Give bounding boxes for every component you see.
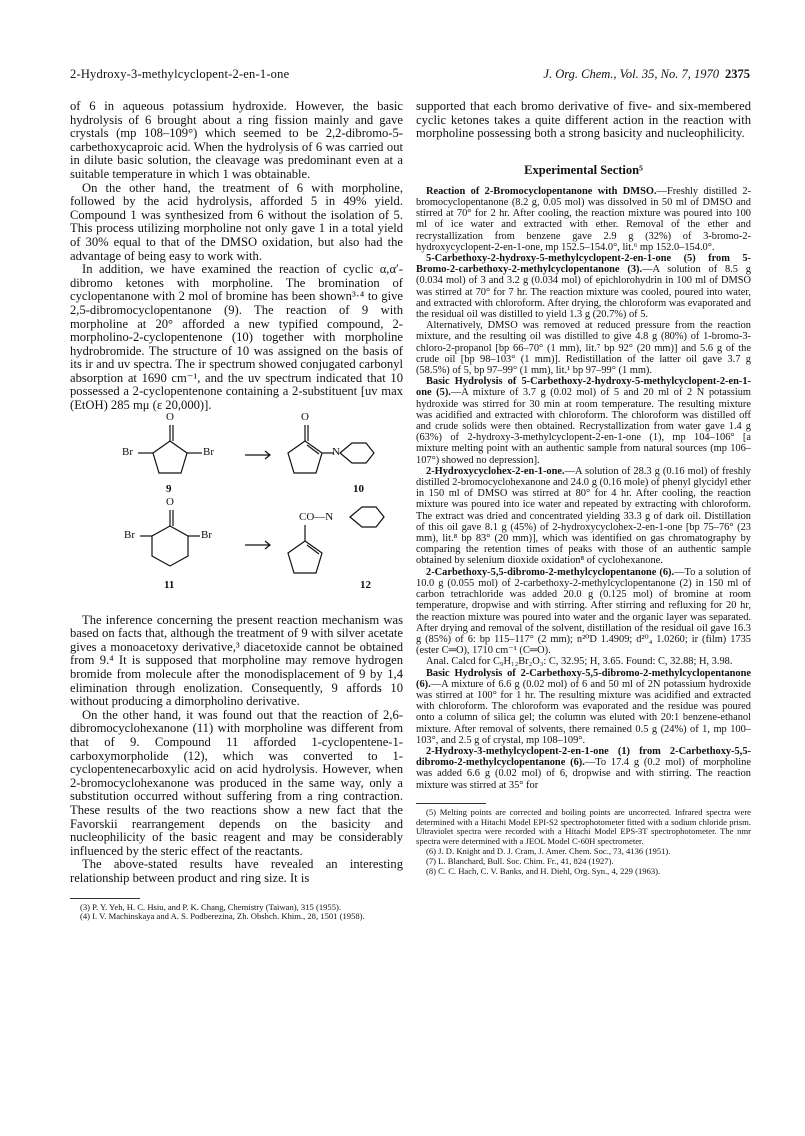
paragraph: of 6 in aqueous potassium hydroxide. However, the basic hydrolysis of 6 brought about a ring fission mainly and gave crystals (mp 108–109°) which seemed to be 2,2-dibromo-5-carbethoxycaproic acid. When the hydrolysis of 6 was carried out in dilute basic solution, the cleavage was predominant even at a suitable temperature in which 1 was obtainable.	[70, 99, 403, 181]
chemical-structures-figure	[70, 421, 403, 606]
morpholine-ring-12	[350, 507, 384, 527]
cyclopentenone-ring-10	[288, 441, 322, 473]
page-number: 2375	[725, 67, 750, 81]
footnote: (4) I. V. Machinskaya and A. S. Podberezina, Zh. Obshch. Khim., 28, 1501 (1958).	[80, 911, 365, 922]
footnote-divider	[416, 803, 486, 804]
footnote: (5) Melting points are corrected and boiling points are uncorrected. Infrared spectra were determined with a Hitachi Model EPI-S2 spectrophotometer fitted with a sodium chloride prism. Ultraviolet spectra were recorded with a Hitachi Model EPS-3T spectrophotometer. The nmr spectra were determined with a JEOL Model C-60H spectrometer.	[416, 806, 751, 847]
footnote: (7) L. Blanchard, Bull. Soc. Chim. Fr., 41, 824 (1927).	[426, 855, 614, 866]
structure-scheme	[70, 410, 403, 606]
paragraph: The inference concerning the present reaction mechanism was based on facts that, although the treatment of 9 with silver acetate gives a monoacetoxy derivative,³ diacetoxide cannot be obtained from 9.⁴ It is supposed that morpholine may remove hydrogen bromide from molecule after the monodisplacement of 9 by 1,4 elimination through enolization. Consequently, 9 affords 10 without producing a dimorpholino derivative.	[70, 612, 403, 709]
compound-number-9: 9	[166, 482, 172, 495]
footnote-divider	[70, 898, 140, 899]
oxygen-label: O	[301, 410, 309, 423]
experimental-paragraph: 5-Carbethoxy-2-hydroxy-5-methylcyclopent-2-en-1-one (5) from 5-Bromo-2-carbethoxy-2-methylcyclopentanone (3).—A solution of 8.5 g (0.034 mol) of 3 and 3.2 g (0.034 mol) of epichlorohydrin in 100 ml of DMSO was stirred at 70° for 7 hr. The reaction mixture was cooled, poured into water, and extracted with chloroform. After drying, the chloroform was evaporated and the residual oil was distilled to yield 1.3 g (20.7%) of 5.	[416, 253, 751, 321]
experimental-paragraph: Reaction of 2-Bromocyclopentanone with DMSO.—Freshly distilled 2-bromocyclopentanone (8.2 g, 0.05 mol) was dissolved in 50 ml of DMSO and stirred at 70° for 2 hr. After cooling, the reaction mixture was poured into 100 ml of ice water and extracted with ether. Removal of the ether and recrystallization from benzene gave 2.9 g (32%) of 3-bromo-2-hydroxycyclopent-2-en-1-one, mp 152.5–154.0°, lit.⁶ mp 152.0–154.0°.	[416, 185, 751, 253]
bromine-label: Br	[201, 528, 212, 541]
cyclopentanone-ring-9	[153, 441, 187, 473]
journal-citation: J. Org. Chem., Vol. 35, No. 7, 1970 2375	[543, 67, 750, 81]
footnote: (3) P. Y. Yeh, H. C. Hsiu, and P. K. Chang, Chemistry (Taiwan), 315 (1955).	[80, 901, 342, 912]
experimental-paragraph: 2-Carbethoxy-5,5-dibromo-2-methylcyclopentanone (6).—To a solution of 10.0 g (0.055 mol) of 2-carbethoxy-2-methylcyclopentanone (2) in 150 ml of carbon tetrachloride was added 20.0 g (0.125 mol) of bromine at room temperature, dropwise and with stirring. After stirring and refluxing for 20 hr, the reaction mixture was poured into water and the organic layer was separated. After drying and removal of the solvent, distillation of the residual oil gave 16.3 g (85%) of 6: bp 115–117° (2 mm); n²⁰D 1.4909; d²⁰₄ 1.0260; ir (film) 1735 (ester C═O), 1710 cm⁻¹ (C═O).	[416, 566, 751, 657]
bromine-label: Br	[124, 528, 135, 541]
experimental-paragraph: 2-Hydroxy-3-methylcyclopent-2-en-1-one (1) from 2-Carbethoxy-5,5-dibromo-2-methylcyclopentanone (6).—To 17.4 g (0.2 mol) of morpholine was added 6.6 g (0.02 mol) of 6, dropwise and with stirring. The reaction mixture was stirred at 35° for	[416, 745, 751, 791]
right-column	[416, 100, 751, 876]
cyclopentene-ring-12	[288, 541, 322, 573]
paragraph: In addition, we have examined the reaction of cyclic α,α′-dibromo ketones with morpholine. The bromination of cyclopentanone with 2 mol of bromine has been shown³·⁴ to give 2,5-dibromocyclopentanone (9). The reaction of 9 with morpholine at 20° afforded a new typified compound, 2-morpholino-2-cyclopentenone (10) together with morpholine hydrobromide. The structure of 10 was assigned on the basis of its ir and uv spectra. The ir spectrum showed conjugated carbonyl absorption at 1690 cm⁻¹, and the uv spectrum indicated that 10 possessed a 2-cyclopentenone containing a 2-substituent [uv max (EtOH) 285 mμ (ε 20,000)].	[70, 262, 403, 413]
bromine-label: Br	[203, 445, 214, 458]
paragraph: supported that each bromo derivative of five- and six-membered cyclic ketones takes a quite different action in the reaction with morpholine possessing both a strong basicity and nucleophilicity.	[416, 99, 751, 141]
paragraph: On the other hand, it was found out that the reaction of 2,6-dibromocyclohexanone (11) with morpholine was different from that of 9. Compound 11 afforded 1-cyclopentene-1-carboxymorpholide (12), which was converted to 1-cyclopentenecarboxylic acid on acid hydrolysis. However, when 2-bromocyclohexanone was produced in the same way, only a substitution occurred without suffering from a ring contraction. These results of the two reactions show a new fact that the Favorskii rearrangement depends on the basicity and nucleophilicity of the basic reagent and may be considerably influenced by the steric effect of the reactants.	[70, 707, 403, 858]
oxygen-label: O	[166, 495, 174, 508]
nitrogen-label: N	[332, 445, 340, 458]
carbonyl-amide-label: CO—N	[299, 510, 334, 523]
bromine-label: Br	[122, 445, 133, 458]
paragraph: The above-stated results have revealed an interesting relationship between product and ring size. It is	[70, 857, 403, 885]
left-column	[70, 100, 403, 922]
compound-number-10: 10	[353, 482, 364, 495]
footnote: (8) C. C. Hach, C. V. Banks, and H. Diehl, Org. Syn., 4, 229 (1963).	[426, 865, 661, 876]
compound-number-11: 11	[164, 578, 175, 591]
experimental-paragraph: Basic Hydrolysis of 2-Carbethoxy-5,5-dibromo-2-methylcyclopentanone (6).—A mixture of 6.6 g (0.02 mol) of 6 and 50 ml of 2N potassium hydroxide was stirred at 100° for 1 hr. The resulting mixture was acidified and extracted with chloroform. The chloroform was evaporated and the residue was poured onto a column of silica gel; the column was eluted with 20:1 benzene-ethanol mixture. After removal of solvents, there remained 0.5 g (24%) of 1, mp 100–103°, and 2.5 g of crystal, mp 108–109°.	[416, 667, 751, 746]
cyclohexanone-ring-11	[152, 526, 188, 566]
running-header	[70, 67, 750, 83]
experimental-paragraph: 2-Hydroxycyclohex-2-en-1-one.—A solution of 28.3 g (0.16 mol) of freshly distilled 2-bromocyclohexanone and 24.0 g (0.16 mole) of phenyl glycidyl ether in 150 ml of DMSO was stirred at 80° for 4 hr. After cooling, the reaction mixture was poured into ice water and repeated by extracting with chloroform. The extract was dried and concentrated yielding 33.3 g of dark oil. Distillation of this oil gave 8.1 g (45%) of 2-hydroxycyclohex-2-en-1-one [bp 75–76° (23 mm), lit.⁸ bp 83° (20 mm)], which was identified on gas chromatography by comparing the retention times of peaks with those of an authentic sample obtained by selenium dioxide oxidation⁸ of cyclohexanone.	[416, 465, 751, 567]
analysis-line: Anal. Calcd for C₉H₁₂Br₂O₃: C, 32.95; H, 3.65. Found: C, 32.88; H, 3.98.	[426, 656, 733, 668]
paragraph: On the other hand, the treatment of 6 with morpholine, followed by the acid hydrolysis, afforded 5 in 49% yield. Compound 1 was synthesized from 6 without the isolation of 5. This process utilizing morpholine not only gave 1 in a total yield of 30% equal to that of the DMSO oxidation, but also had the advantage of being easy to work with.	[70, 180, 403, 263]
morpholine-ring-10	[340, 443, 374, 463]
footnote: (6) J. D. Knight and D. J. Cram, J. Amer. Chem. Soc., 73, 4136 (1951).	[426, 845, 671, 856]
running-title: 2-Hydroxy-3-methylcyclopent-2-en-1-one	[70, 67, 290, 81]
section-heading: Experimental Section⁵	[524, 162, 643, 177]
experimental-paragraph: Alternatively, DMSO was removed at reduced pressure from the reaction mixture, and the resulting oil was distilled to give 4.8 g (80%) of 1-bromo-3-chloro-2-propanol [bp 66–70° (1 mm), lit.⁷ bp 92° (20 mm)] and 5.6 g of the crude oil [bp 98–103° (1 mm)]. Redistillation of the latter oil gave 3.7 g (58.5%) of 5, bp 97–99° (1 mm), lit.¹ bp 97–99° (1 mm).	[416, 320, 751, 377]
oxygen-label: O	[166, 410, 174, 423]
compound-number-12: 12	[360, 578, 371, 591]
experimental-paragraph: Basic Hydrolysis of 5-Carbethoxy-2-hydroxy-5-methylcyclopent-2-en-1-one (5).—A mixture of 3.7 g (0.02 mol) of 5 and 20 ml of 2 N potassium hydroxide was stirred for 30 min at room temperature. The resulting mixture was acidified and extracted with chloroform. The chloroform was distilled off and crude solids were then obtained. Recrystallization from water gave 1.4 g (63%) of 2-hydroxy-3-methylcyclopent-2-en-1-one (1), mp 104–106° [a mixture melting point with an authentic sample from natural sources (mp 106–107°) showed no depression].	[416, 376, 752, 466]
